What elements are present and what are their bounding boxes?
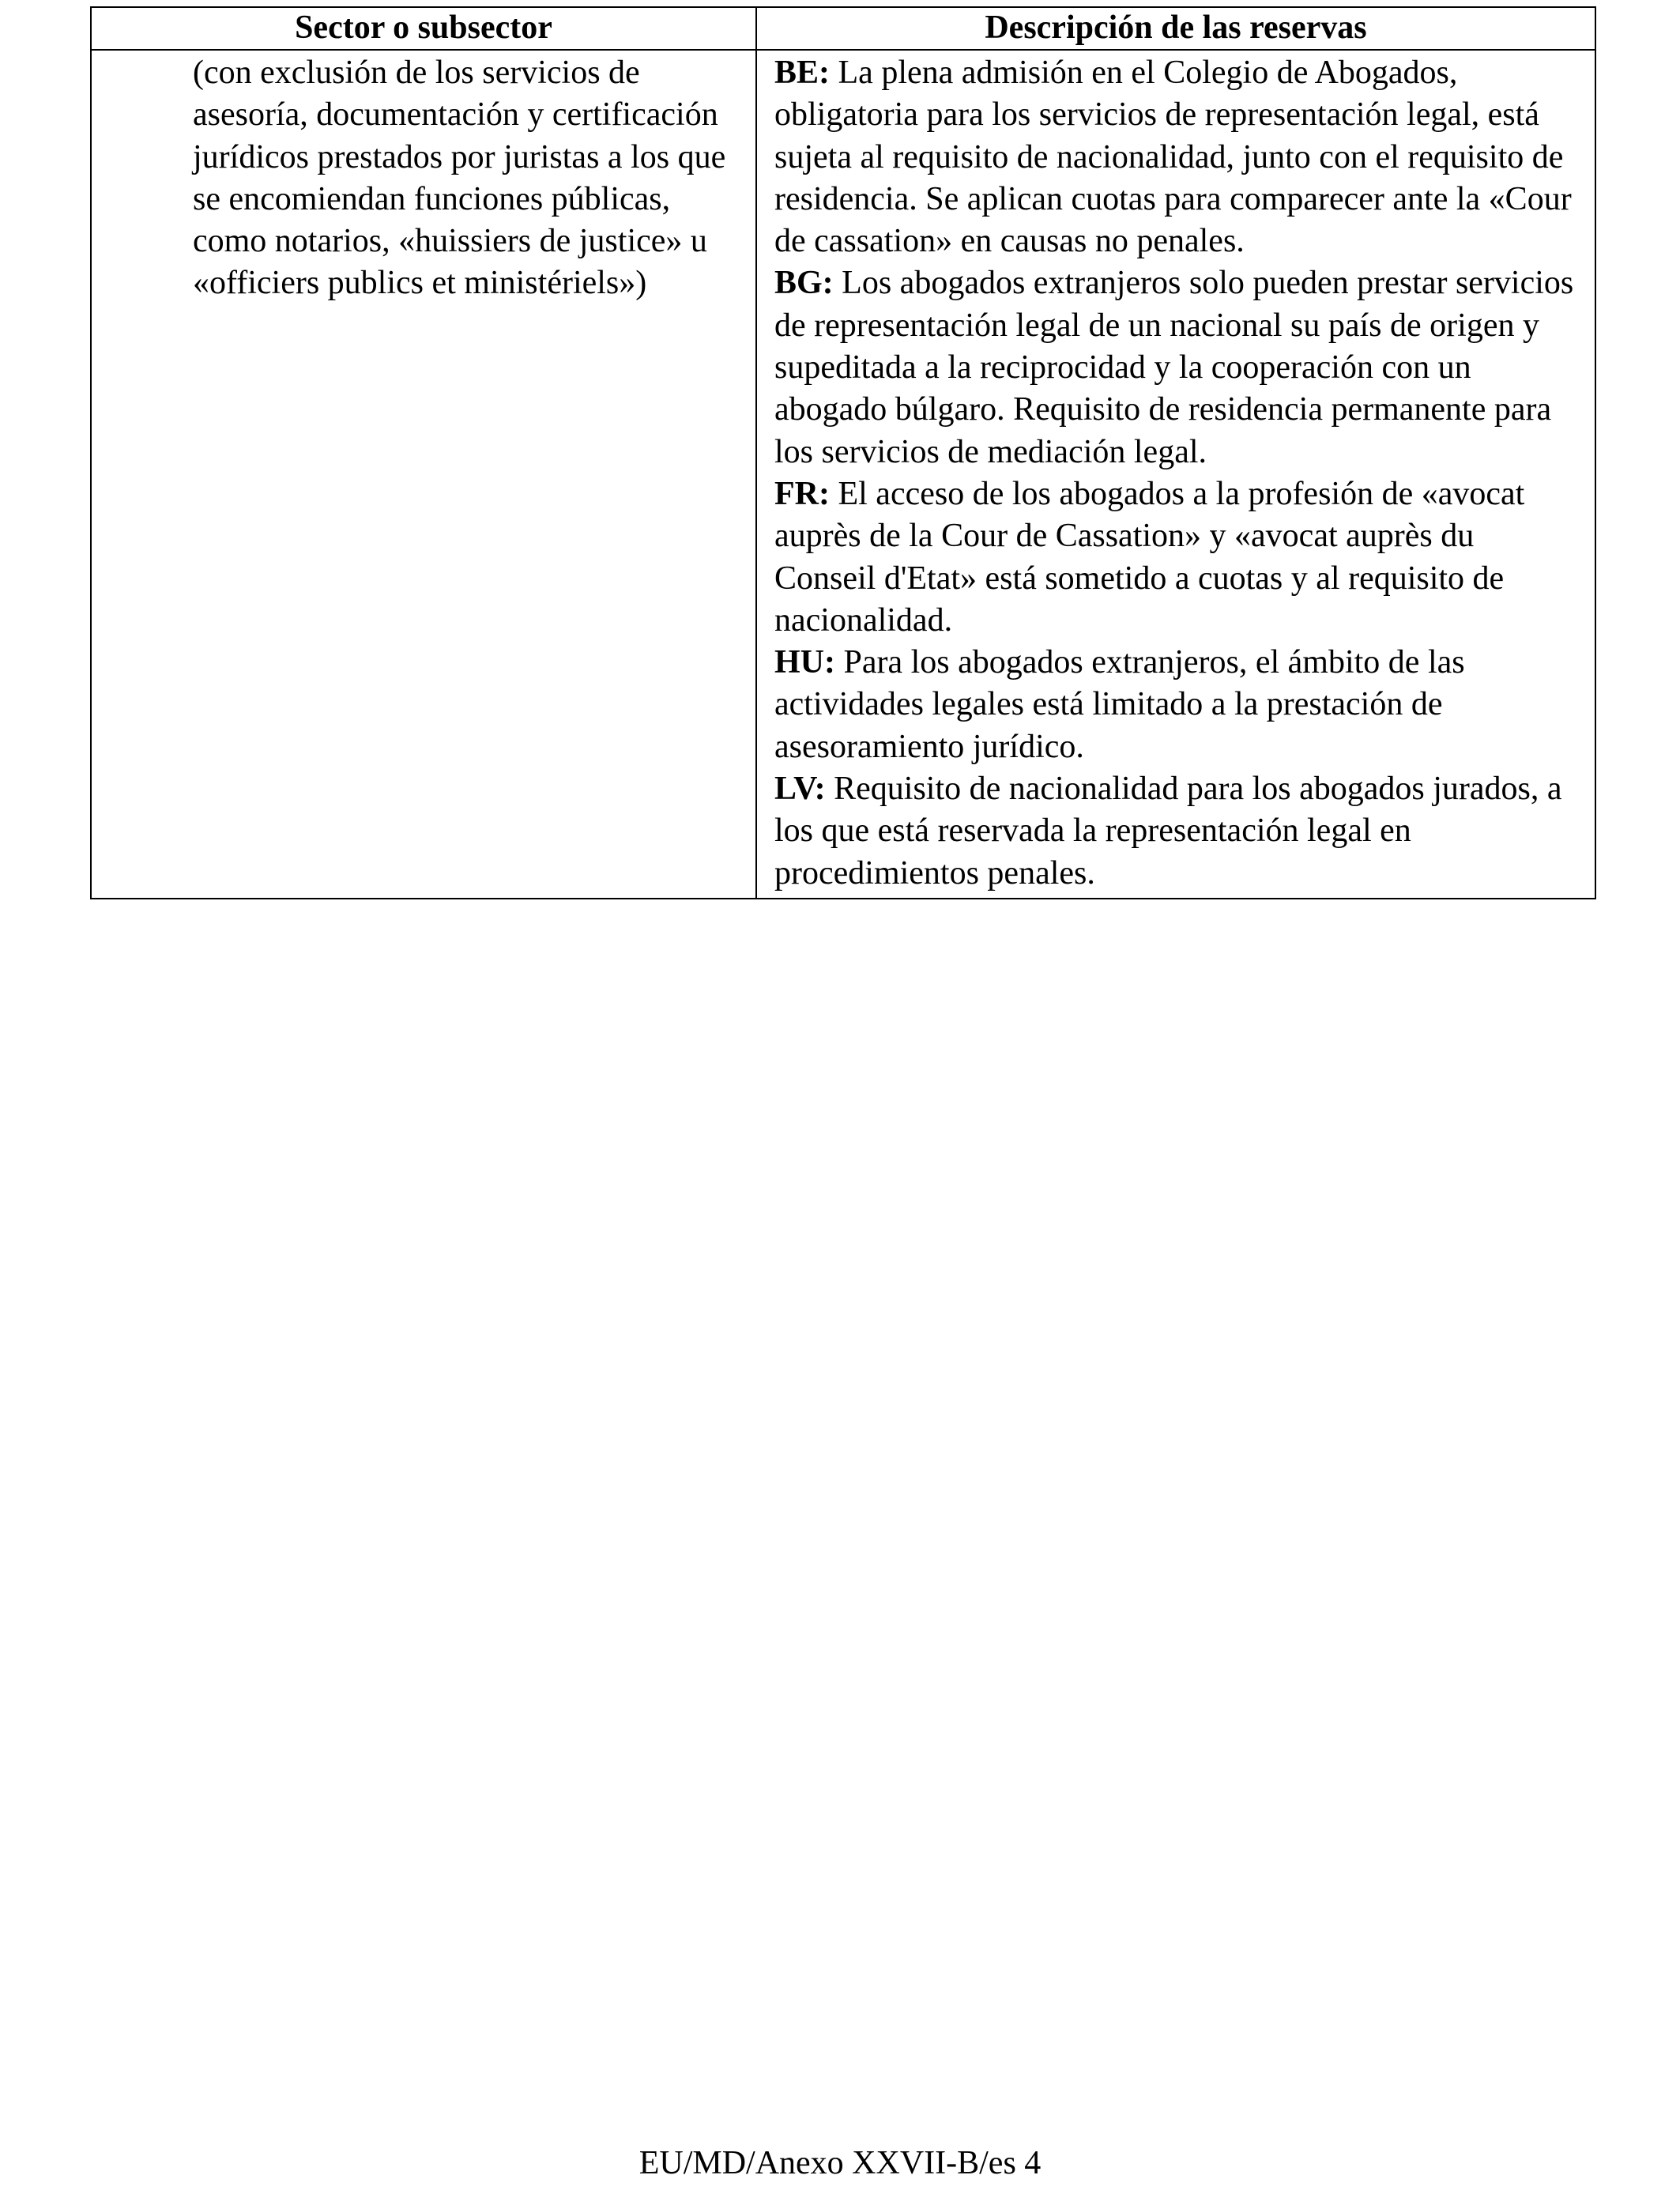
header-description: Descripción de las reservas (756, 7, 1595, 50)
table-header-row (91, 7, 1595, 50)
page-footer: EU/MD/Anexo XXVII-B/es 4 (638, 2145, 1042, 2181)
reservation-entry-fr (774, 473, 1579, 642)
country-code: HU: (774, 644, 835, 681)
country-code: BE: (774, 55, 831, 91)
country-code: FR: (774, 475, 830, 512)
reservation-entry-be (774, 52, 1579, 262)
reservation-entry-bg (774, 262, 1579, 473)
table-row (91, 50, 1595, 899)
header-sector: Sector o subsector (91, 7, 756, 50)
country-code: LV: (774, 771, 826, 808)
country-code: BG: (774, 265, 834, 302)
reservation-text: Para los abogados extranjeros, el ámbito de las actividades legales está limitado a la prestación de asesoramiento jurídico. (774, 644, 1465, 765)
reservation-entry-hu (774, 642, 1579, 768)
reservation-text: Los abogados extranjeros solo pueden prestar servicios de representación legal de un nacional su país de origen y supeditada a la reciprocidad y la cooperación con un abogado búlgaro. Requisito de residencia permanente para los servicios de mediación legal. (774, 265, 1574, 470)
reservations-table (90, 6, 1596, 899)
description-cell (756, 50, 1595, 899)
sector-text: (con exclusión de los servicios de asesoría, documentación y certificación jurídicos prestados por juristas a los que se encomiendan funciones públicas, como notarios, «huissiers de justice» u «officiers publics et ministériels») (193, 55, 726, 302)
reservation-text: La plena admisión en el Colegio de Abogados, obligatoria para los servicios de representación legal, está sujeta al requisito de nacionalidad, junto con el requisito de residencia. Se aplican cuotas para comparecer ante la «Cour de cassation» en causas no penales. (774, 55, 1572, 260)
reservation-text: Requisito de nacionalidad para los abogados jurados, a los que está reservada la representación legal en procedimientos penales. (774, 771, 1562, 892)
reservation-entry-lv (774, 768, 1579, 895)
reservation-text: El acceso de los abogados a la profesión de «avocat auprès de la Cour de Cassation» y «avocat auprès du Conseil d'Etat» está sometido a cuotas y al requisito de nacionalidad. (774, 475, 1525, 639)
sector-cell (91, 50, 756, 899)
